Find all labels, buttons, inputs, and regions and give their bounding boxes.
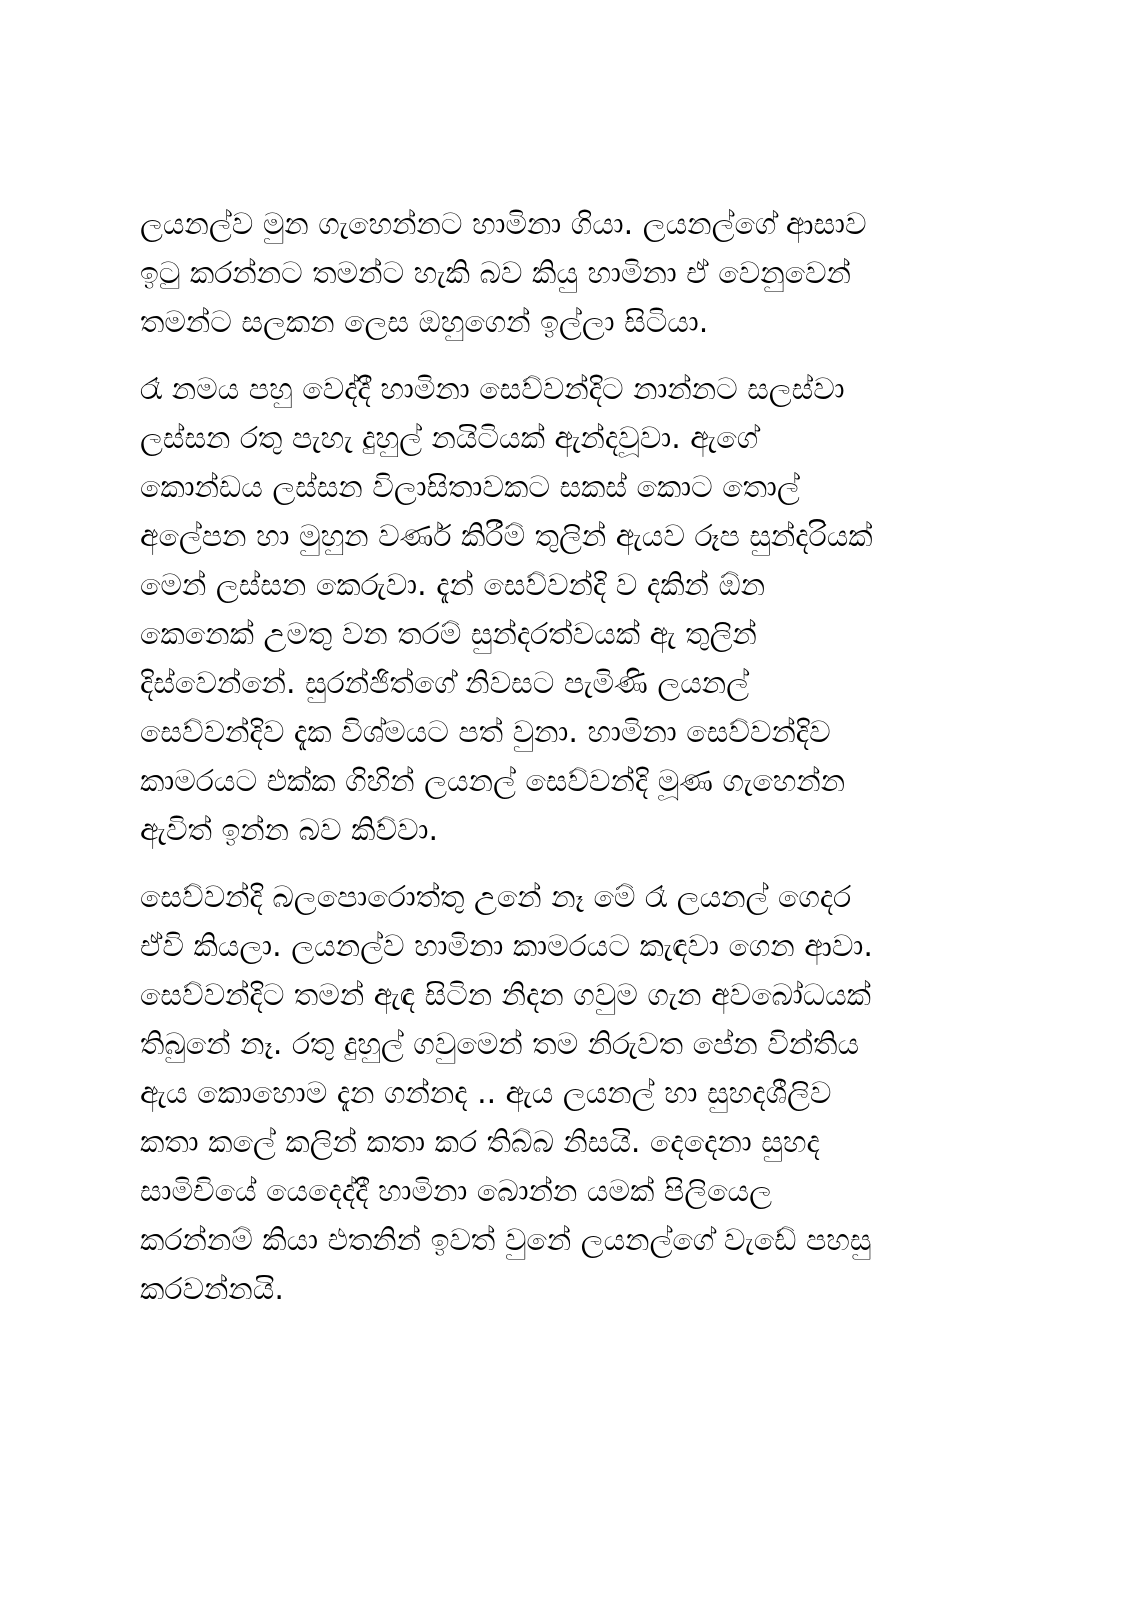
text-line: අලේපන හා මුහුන වර්ණ කිරීම් තුලින් ඇයව රූප සුන්දරියක් [140, 519, 873, 554]
text-line: මෙන් ලස්සන කෙරුවා. දැන් සෙව්වන්දි ව දකින් ඕන [140, 568, 766, 603]
paragraph-3 [140, 873, 1020, 1314]
text-line: කරන්නම් කියා එතනින් ඉවත් වුනේ ලයනල්ගේ වැඩේ පහසු [140, 1223, 872, 1258]
text-line: ඇවිත් ඉන්න බව කිව්වා. [140, 813, 439, 848]
paragraph-2 [140, 365, 1020, 855]
text-line: තිබුනේ නෑ. රතු දුහුල් ගවුමෙන් තම නිරුවත පේන වින්තිය [140, 1027, 860, 1062]
text-line: සෙව්වන්දිට තමන් ඇඳ සිටින නිදන ගවුම ගැන අවබෝධයක් [140, 978, 872, 1013]
text-line: ලස්සන රතු පැහැ දුහුල් නයිටියක් ඇන්දවූවා. ඇගේ [140, 421, 759, 456]
text-line: සාමිචියේ යෙදෙද්දී හාමිනා බොන්න යමක් පිලියෙල [140, 1174, 772, 1209]
paragraph-1 [140, 200, 1020, 347]
text-line: ඉටු කරන්නට තමන්ට හැකි බව කියු හාමිනා ඒ වෙනුවෙන් [140, 256, 851, 291]
text-line: තමන්ට සලකන ලෙස ඔහුගෙන් ඉල්ලා සිටියා. [140, 305, 709, 340]
text-line: කාමරයට එක්ක ගිහින් ලයනල් සෙව්වන්දි මූණ ගැහෙන්න [140, 764, 846, 799]
text-line: ඒවි කියලා. ලයනල්ව හාමිනා කාමරයට කැඳවා ගෙන ආවා. [140, 929, 873, 964]
text-line: ලයනල්ව මුන ගැහෙන්නට හාමිනා ගියා. ලයනල්ගේ ආසාව [140, 207, 867, 242]
text-line: කතා කලේ කලින් කතා කර තිබ්බ නිසයි. දෙදෙනා සුහද [140, 1125, 820, 1160]
document-body [140, 200, 1020, 1332]
text-line: සෙව්වන්දි බලපොරොත්තු උනේ නෑ මේ රෑ ලයනල් ගෙදර [140, 880, 852, 915]
text-line: කරවන්නයි. [140, 1272, 284, 1307]
text-line: රෑ නමය පහු වෙද්දී හාමිනා සෙව්වන්දිට නාන්නට සලස්වා [140, 372, 845, 407]
text-line: ඇය කොහොම දැන ගන්නද .. ඇය ලයනල් හා සුහදශීලිව [140, 1076, 832, 1111]
text-line: දිස්වෙන්නේ. සුරන්ජිත්ගේ නිවසට පැමිණි ලයනල් [140, 666, 750, 701]
text-line: සෙව්වන්දිව දැක විශ්මයට පත් වුනා. හාමිනා සෙව්වන්දිව [140, 715, 831, 750]
text-line: කොන්ඩය ලස්සන විලාසිතාවකට සකස් කොට තොල් [140, 470, 800, 505]
text-line: කෙනෙක් උමතු වන තරම් සුන්දරත්වයක් ඇ තුලින් [140, 617, 757, 652]
